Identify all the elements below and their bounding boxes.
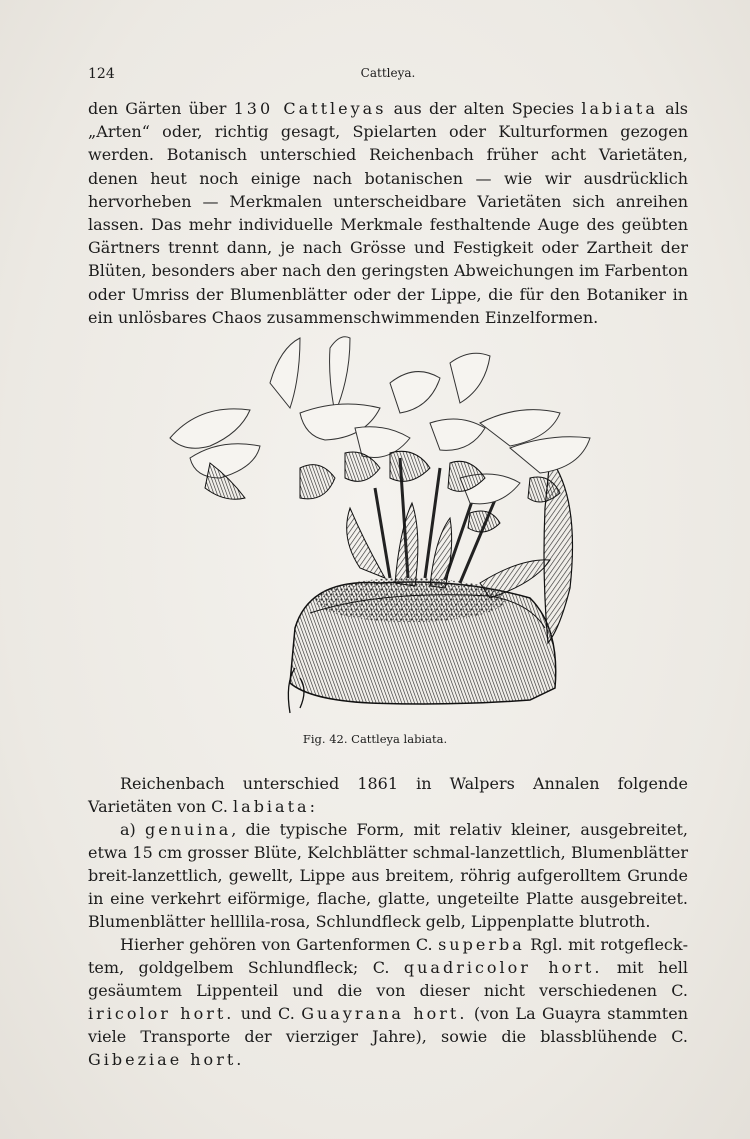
paragraph-top: den Gärten über 130 Cattleyas aus der alten Species labiata als „Arten“ oder, richtig gesagt, Spielarten oder Kulturformen gezogen werden. Botanisch unterschied Reichenbach früher acht Varietäten, denen heut noch einige nach botanischen — wie wir ausdrücklich hervorheben — Merkmalen unterscheidbare Varietäten sich anreihen lassen. Das mehr individuelle Merkmale festhaltende Auge des geübten Gärtners trennt dann, je nach Grösse und Festigkeit oder Zartheit der Blüten, besonders aber nach den geringsten Abweichungen im Farbenton oder Umriss der Blumenblätter oder der Lippe, die für den Botaniker in ein unlösbares Chaos zusammenschwimmenden Einzelformen. bbox=[88, 99, 689, 327]
paragraph-reichenbach: Reichenbach unterschied 1861 in Walpers Annalen folgende Varietäten von C. labiata: bbox=[88, 774, 688, 816]
body-text-bottom bbox=[88, 772, 688, 1071]
figure-caption: Fig. 42. Cattleya labiata. bbox=[302, 732, 448, 746]
paragraph-gartenformen: Hierher gehören von Gartenformen C. superba Rgl. mit rotgeflecktem, goldgelbem Schlundfleck; C. quadricolor hort. mit hell gesäumtem Lippenteil und die von dieser nicht verschiedenen C. iricolor hort. und C. Guayrana hort. (von La Guayra stammten viele Transporte der vierziger Jahre), sowie die blassblühende C. Gibeziae hort. bbox=[88, 935, 688, 1069]
running-title: Cattleya. bbox=[360, 66, 416, 80]
page-number: 124 bbox=[88, 66, 115, 82]
orchid-illustration bbox=[150, 328, 610, 718]
paragraph-genuina: a) genuina, die typische Form, mit relativ kleiner, ausgebreitet, etwa 15 cm grosser Blüte, Kelchblätter schmal-lanzettlich, Blumenblätter breit-lanzettlich, gewellt, Lippe aus breitem, röhrig aufgerolltem Grunde in eine verkehrt eiförmige, flache, glatte, ungeteilte Platte ausgebreitet. Blumenblätter helllila-rosa, Schlundfleck gelb, Lippenplatte blutroth. bbox=[88, 820, 688, 931]
page-header bbox=[88, 66, 688, 86]
